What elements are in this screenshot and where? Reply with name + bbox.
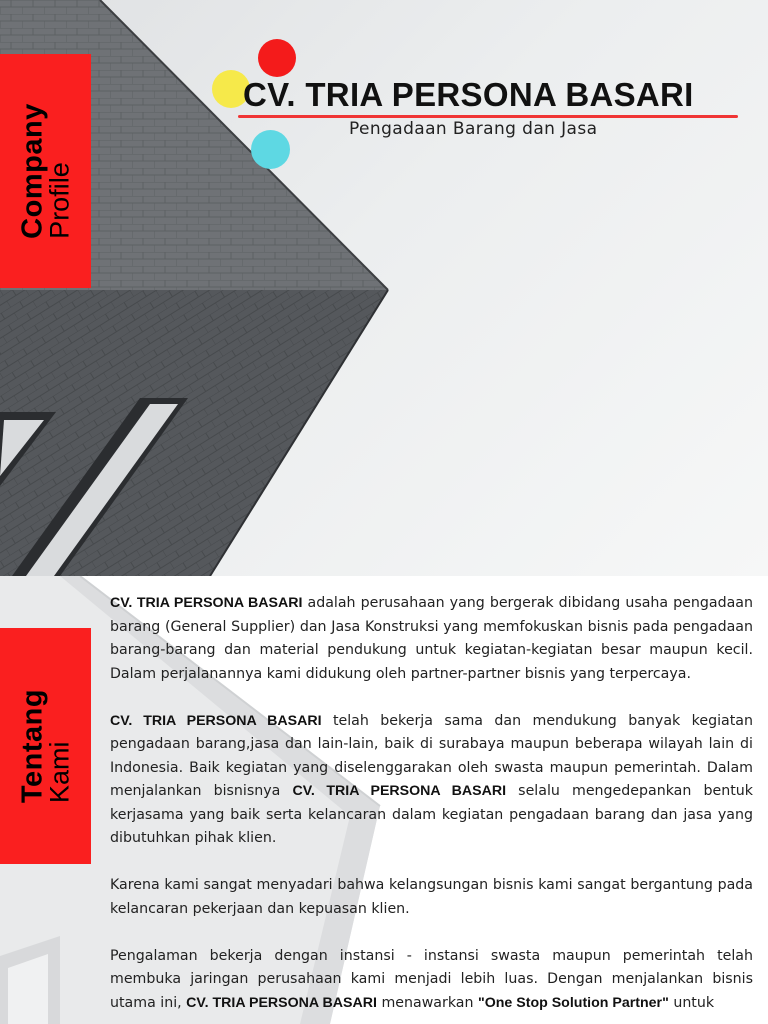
paragraph-text: selalu mengedepankan bentuk kerjasama yang baik serta kelancaran dalam kegiatan pengadaan barang dan jasa yang dibutuhkan pihak klien.: [110, 783, 753, 846]
company-name: CV. TRIA PERSONA BASARI: [243, 76, 694, 113]
slogan-bold: "One Stop Solution Partner": [478, 994, 669, 1011]
company-name-bold: CV. TRIA PERSONA BASARI: [110, 712, 322, 729]
company-profile-tab: [0, 54, 91, 288]
company-name-bold: CV. TRIA PERSONA BASARI: [110, 595, 303, 611]
about-paragraph-1: [110, 592, 753, 686]
about-paragraph-2: [110, 710, 753, 851]
title-underline: [238, 115, 738, 118]
paragraph-text: Karena kami sangat menyadari bahwa kelangsungan bisnis kami sangat bergantung pada kelancaran pekerjaan dan kepuasan klien.: [110, 877, 753, 917]
tentang-kami-tab: [0, 628, 91, 864]
company-name-bold: CV. TRIA PERSONA BASARI: [292, 783, 507, 799]
about-section: [0, 576, 768, 1024]
red-dot-decoration: [258, 39, 296, 77]
cyan-dot-decoration: [251, 130, 290, 169]
paragraph-text: untuk: [668, 994, 715, 1011]
about-paragraph-3: [110, 874, 753, 921]
about-text: [110, 592, 753, 1024]
tentang-kami-bold: Tentang: [16, 688, 48, 804]
company-name-bold: CV. TRIA PERSONA BASARI: [186, 994, 377, 1011]
company-profile-light: Profile: [44, 162, 74, 239]
paragraph-text: menawarkan: [376, 994, 478, 1011]
paragraph-text: Pengalaman bekerja dengan instansi - instansi swasta maupun pemerintah telah membuka jaringan perusahaan kami menjadi lebih luas. Dengan menjalankan bisnis utama ini,: [110, 947, 753, 1011]
company-profile-bold: Company: [16, 103, 48, 239]
paragraph-text: telah bekerja sama dan mendukung banyak kegiatan pengadaan barang,jasa dan lain-lain, baik di surabaya maupun beberapa wilayah lain di Indonesia. Baik kegiatan yang diselenggarakan oleh swasta maupun pemerintah. Dalam menjalankan bisnisnya: [110, 712, 753, 799]
paragraph-text: adalah perusahaan yang bergerak dibidang usaha pengadaan barang (General Supplier) dan Jasa Konstruksi yang memfokuskan bisnis pada pengadaan barang-barang dan material pendukung untuk kegiatan-kegiatan besar maupun kecil. Dalam perjalanannya kami didukung oleh partner-partner bisnis yang terpercaya.: [110, 595, 753, 682]
tentang-kami-light: Kami: [44, 741, 74, 804]
about-paragraph-4: [110, 945, 753, 1016]
company-tagline: Pengadaan Barang dan Jasa: [349, 119, 598, 139]
